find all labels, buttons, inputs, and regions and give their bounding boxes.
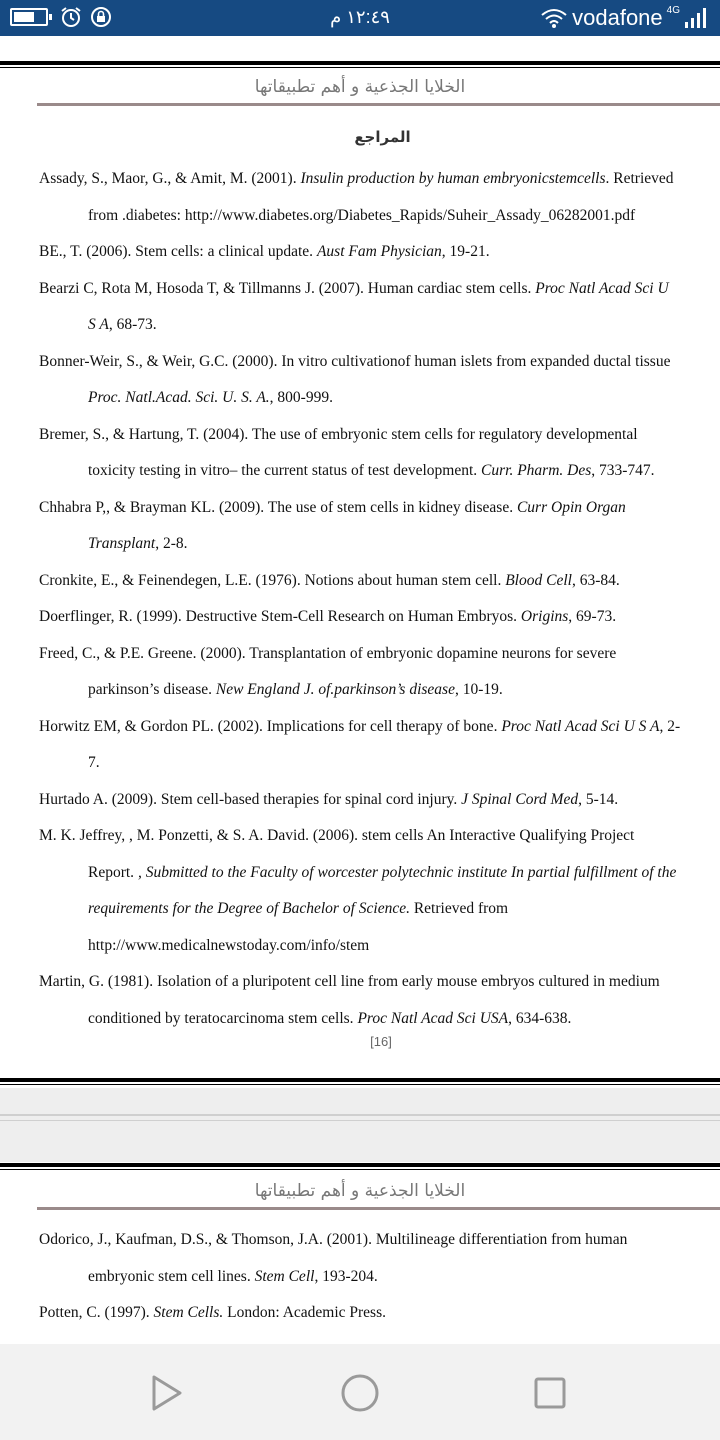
reference-segment: , 19-21. [441,243,490,260]
reference-italic-segment: , Submitted to the Faculty of worcester polytechnic institute In partial fulfillment of the [137,863,677,881]
reference-segment: , 634-638. [508,1009,572,1027]
page-top-rule [0,61,720,65]
reference-item [39,417,720,490]
page-header-rule [37,103,720,106]
reference-line [39,380,720,417]
page-top-rule-thin [0,67,720,68]
reference-segment: Retrieved from [409,900,509,917]
page2-header-title: الخلايا الجذعية و أهم تطبيقاتها [254,1181,466,1201]
reference-item [39,344,720,417]
reference-segment: Chhabra P,, & Brayman KL. (2009). The use of stem cells in kidney disease. [39,498,517,516]
reference-segment: , 733-747. [591,462,655,479]
recents-icon[interactable] [530,1373,570,1413]
reference-segment: M. K. Jeffrey, , M. Ponzetti, & S. A. David. (2006). stem cells An Interactive Qualifying Project [39,827,635,844]
reference-segment: embryonic stem cell lines. [88,1267,255,1285]
status-time: ١٢:٤٩ م [330,7,390,27]
reference-italic-segment: New England J. of.parkinson’s disease [215,681,455,698]
reference-segment: Bearzi C, Rota M, Hosoda T, & Tillmanns J. (2007). Human cardiac stem cells. [39,279,536,297]
reference-segment: Potten, C. (1997). [39,1304,154,1321]
reference-segment: parkinson’s disease. [88,681,216,698]
reference-line [39,1222,720,1259]
reference-italic-segment: Stem Cells. [153,1304,224,1321]
reference-line [39,453,720,490]
reference-line [39,745,720,782]
reference-segment: London: Academic Press. [223,1304,387,1321]
reference-italic-segment: Blood Cell [505,571,572,589]
page-gap [0,1088,720,1162]
reference-item [39,782,720,819]
reference-item [39,1222,720,1295]
reference-segment: Bremer, S., & Hartung, T. (2004). The use of embryonic stem cells for regulatory developmental [39,425,638,443]
reference-segment: , 10-19. [454,681,503,698]
reference-italic-segment: J Spinal Cord Med [461,790,579,808]
reference-item [39,636,720,709]
reference-item [39,161,720,234]
reference-italic-segment: Proc Natl Acad Sci U S A [501,717,660,735]
reference-segment: , 193-204. [314,1267,378,1285]
reference-item [39,599,720,636]
reference-line [39,234,720,271]
reference-line [39,855,720,892]
reference-italic-segment: Proc. Natl.Acad. Sci. U. S. A. [88,389,270,406]
reference-item [39,234,720,271]
reference-line [39,1259,720,1296]
reference-line [39,1001,720,1038]
page2-top-rule [0,1163,720,1167]
reference-segment: , 69-73. [568,608,617,625]
reference-line [39,928,720,965]
reference-segment: . Retrieved [605,170,674,187]
reference-italic-segment: Proc Natl Acad Sci U [535,279,669,297]
reference-item [39,709,720,782]
reference-line [39,526,720,563]
reference-item [39,490,720,563]
reference-item [39,271,720,344]
reference-item [39,964,720,1037]
reference-segment: toxicity testing in vitro– the current status of test development. [88,462,482,479]
reference-segment: 7. [88,754,100,771]
carrier-info [540,5,708,31]
reference-segment: , 63-84. [571,571,620,589]
signal-icon [684,8,708,28]
reference-line [39,161,720,198]
reference-segment: Bonner-Weir, S., & Weir, G.C. (2000). In vitro cultivationof human islets from expanded ductal tissue [39,352,671,370]
page-header-title: الخلايا الجذعية و أهم تطبيقاتها [254,77,466,97]
reference-segment: BE., T. (2006). Stem cells: a clinical update. [39,243,317,260]
reference-line [39,198,720,235]
reference-segment: , 2- [659,717,681,735]
reference-segment: Freed, C., & P.E. Greene. (2000). Transplantation of embryonic dopamine neurons for severe [39,644,617,662]
reference-segment: Odorico, J., Kaufman, D.S., & Thomson, J.A. (2001). Multilineage differentiation from human [39,1231,628,1248]
reference-italic-segment: Aust Fam Physician [316,243,442,260]
reference-segment: Cronkite, E., & Feinendegen, L.E. (1976). Notions about human stem cell. [39,571,506,589]
reference-line [39,344,720,381]
reference-item [39,1295,720,1332]
reference-segment: Doerflinger, R. (1999). Destructive Stem-Cell Research on Human Embryos. [39,608,521,625]
reference-line [39,490,720,527]
reference-segment: , 5-14. [578,790,619,808]
reference-line [39,891,720,928]
reference-segment: Horwitz EM, & Gordon PL. (2002). Implications for cell therapy of bone. [39,717,502,735]
reference-segment: http://www.medicalnewstoday.com/info/stem [88,936,370,954]
reference-line [39,1295,720,1332]
reference-segment: from .diabetes: http://www.diabetes.org/Diabetes_Rapids/Suheir_Assady_06282001.pdf [88,206,636,224]
reference-segment: , 68-73. [108,316,157,333]
reference-italic-segment: S A [88,316,109,333]
reference-italic-segment: Proc Natl Acad Sci USA [357,1009,509,1027]
reference-segment: , 2-8. [155,535,188,552]
page-bottom-rule [0,1078,720,1082]
reference-segment: conditioned by teratocarcinoma stem cells. [88,1009,358,1027]
reference-line [39,271,720,308]
references-list [39,161,720,1037]
status-bar [0,0,720,36]
reference-item [39,563,720,600]
references-heading: المراجع [354,128,411,146]
wifi-icon [540,7,568,29]
reference-segment: Report. [88,863,138,881]
reference-line [39,636,720,673]
reference-line [39,307,720,344]
page2-top-rule-thin [0,1169,720,1170]
carrier-name: vodafone [572,5,663,30]
reference-italic-segment: Origins [520,608,569,625]
reference-line [39,964,720,1001]
reference-italic-segment: Stem Cell [254,1267,315,1285]
reference-italic-segment: Transplant [88,535,156,552]
back-icon[interactable] [146,1373,186,1413]
reference-italic-segment: Curr Opin Organ [516,498,626,516]
reference-line [39,417,720,454]
reference-segment: Hurtado A. (2009). Stem cell-based therapies for spinal cord injury. [39,790,462,808]
reference-segment: Assady, S., Maor, G., & Amit, M. (2001). [39,170,301,187]
reference-item [39,818,720,964]
reference-italic-segment: requirements for the Degree of Bachelor of Science. [88,900,410,917]
page-number: [16] [370,1034,392,1049]
reference-line [39,563,720,600]
reference-line [39,782,720,819]
navigation-bar [0,1344,720,1440]
reference-italic-segment: Insulin production by human embryonicstemcells [300,170,606,187]
network-type: 4G [666,4,680,16]
reference-line [39,599,720,636]
page-bottom-rule-thin [0,1084,720,1085]
reference-line [39,709,720,746]
references-list-page2 [39,1222,720,1332]
reference-segment: , 800-999. [269,389,333,406]
reference-segment: Martin, G. (1981). Isolation of a pluripotent cell line from early mouse embryos cultured in medium [39,973,660,990]
page2-header-rule [37,1207,720,1210]
reference-italic-segment: Curr. Pharm. Des [481,462,592,479]
reference-line [39,672,720,709]
home-icon[interactable] [340,1373,380,1413]
reference-line [39,818,720,855]
